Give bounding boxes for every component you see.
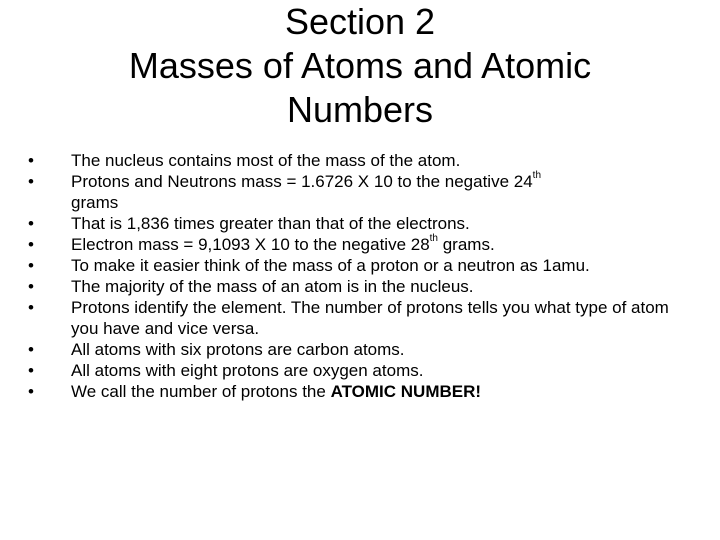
bullet-dot-icon: • [28,361,34,380]
bullet-text-4: Electron mass = 9,1093 X 10 to the negative 28 [71,235,430,254]
bullet-item-3 [28,213,698,234]
atomic-number-emphasis: ATOMIC NUMBER! [330,382,482,401]
bullet-dot-icon: • [28,214,34,233]
title-line-1: Section 2 [284,1,436,42]
bullet-text-2-superscript: th [532,170,542,182]
bullet-item-5 [28,255,698,276]
bullet-dot-icon: • [28,172,34,191]
bullet-text-1: The nucleus contains most of the mass of the atom. [71,151,461,170]
bullet-text-8: All atoms with six protons are carbon atoms. [71,340,405,359]
bullet-dot-icon: • [28,277,34,296]
bullet-item-2 [28,171,698,213]
bullet-item-1 [28,150,698,171]
bullet-text-6: The majority of the mass of an atom is in the nucleus. [71,277,474,296]
bullet-dot-icon: • [28,340,34,359]
bullet-dot-icon: • [28,382,34,401]
slide-title [0,0,720,132]
bullet-text-4-continuation: grams. [438,235,495,254]
title-line-3: Numbers [286,89,434,130]
bullet-text-7: Protons identify the element. The number of protons tells you what type of atom you have and vice versa. [71,298,669,338]
bullet-text-3: That is 1,836 times greater than that of the electrons. [71,214,470,233]
bullet-dot-icon: • [28,298,34,317]
title-line-2: Masses of Atoms and Atomic [128,45,592,86]
bullet-item-4 [28,234,698,255]
bullet-text-2-continuation: grams [71,193,119,212]
bullet-text-4-superscript: th [429,233,438,245]
bullet-list [28,150,698,402]
bullet-text-10: We call the number of protons the [71,382,331,401]
bullet-dot-icon: • [28,235,34,254]
bullet-text-5: To make it easier think of the mass of a proton or a neutron as 1amu. [71,256,590,275]
bullet-text-9: All atoms with eight protons are oxygen atoms. [71,361,424,380]
bullet-text-2: Protons and Neutrons mass = 1.6726 X 10 to the negative 24 [71,172,533,191]
bullet-dot-icon: • [28,256,34,275]
bullet-item-8 [28,339,698,360]
bullet-item-6 [28,276,698,297]
bullet-item-7 [28,297,698,339]
bullet-item-9 [28,360,698,381]
bullet-dot-icon: • [28,151,34,170]
bullet-item-10 [28,381,698,402]
